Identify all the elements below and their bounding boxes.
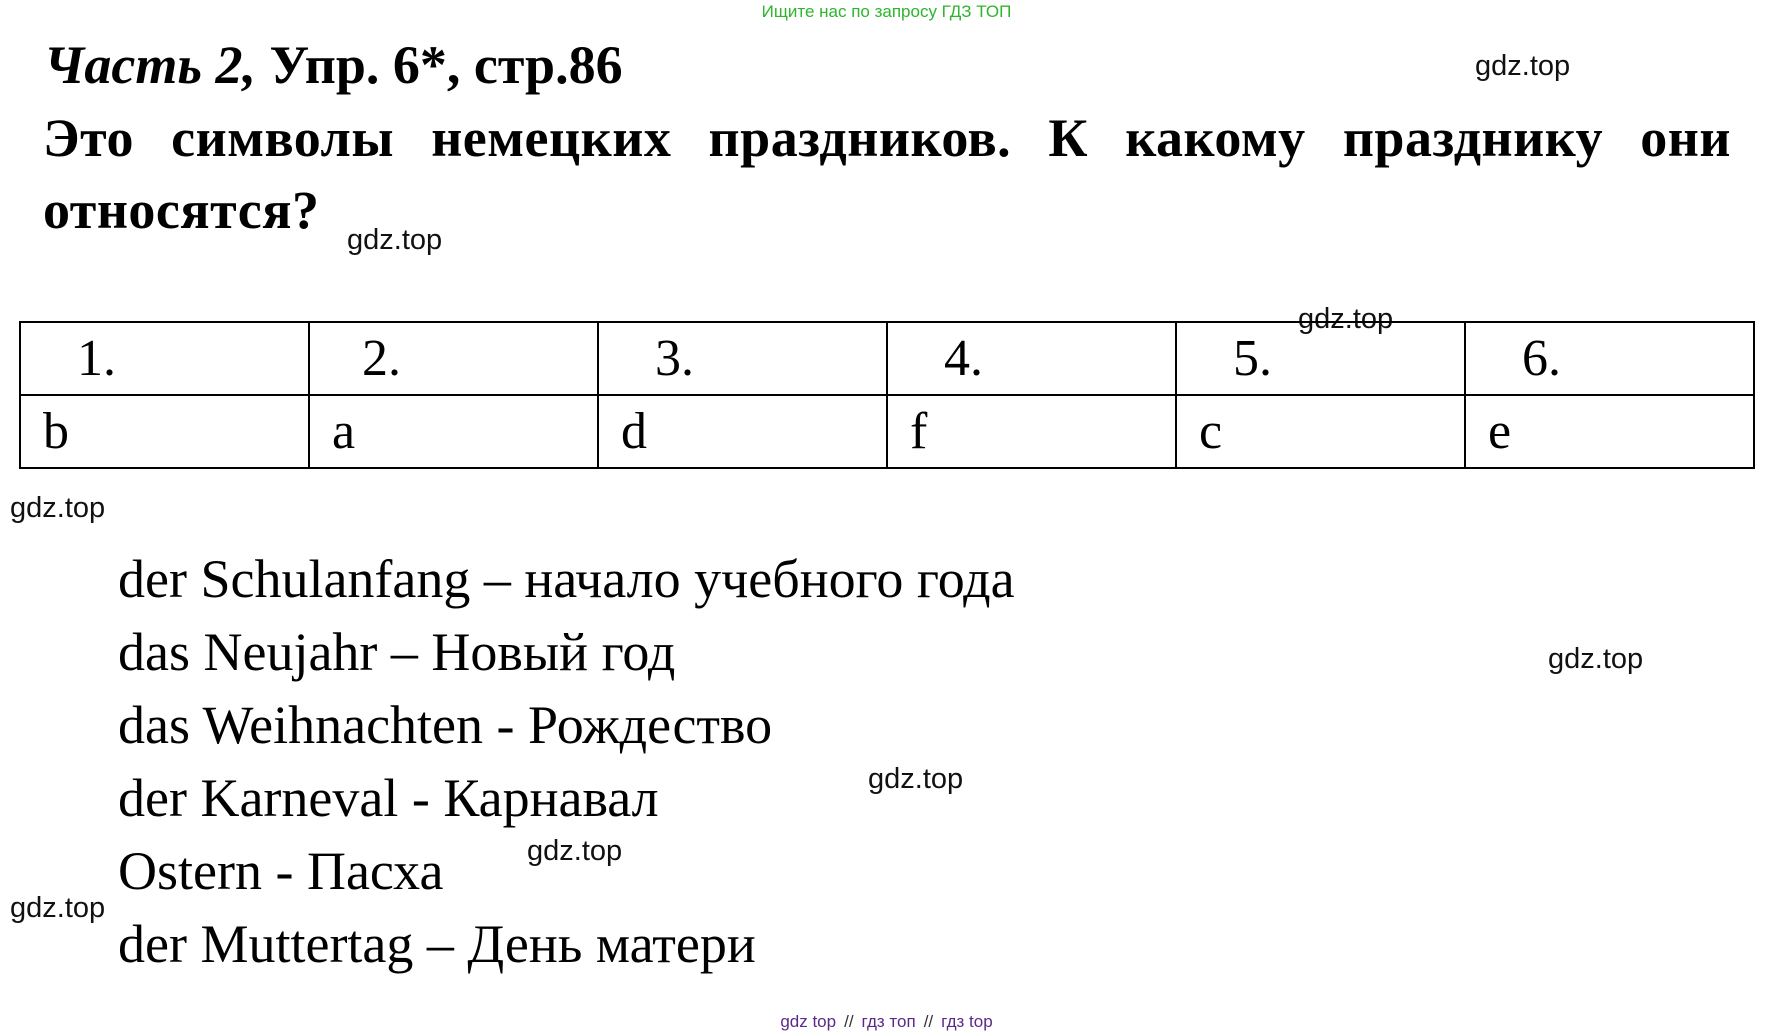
letter-cell: a	[309, 395, 598, 468]
watermark: gdz.top	[10, 492, 106, 524]
vocabulary-item: der Muttertag – День матери	[118, 914, 756, 974]
table-row-numbers	[20, 322, 1754, 395]
number-cell: 4.	[887, 322, 1176, 395]
letter-cell: d	[598, 395, 887, 468]
watermark: gdz.top	[347, 224, 443, 256]
vocabulary-item: der Schulanfang – начало учебного года	[118, 549, 1015, 609]
vocabulary-item: der Karneval - Карнавал	[118, 768, 659, 828]
letter-cell: e	[1465, 395, 1754, 468]
footer-link[interactable]: гдз top	[941, 1012, 993, 1031]
number-cell: 1.	[20, 322, 309, 395]
number-cell: 3.	[598, 322, 887, 395]
table-row-letters	[20, 395, 1754, 468]
letter-cell: f	[887, 395, 1176, 468]
number-cell: 6.	[1465, 322, 1754, 395]
vocabulary-item: Ostern - Пасха	[118, 841, 444, 901]
heading-part: Часть 2,	[44, 35, 257, 95]
watermark: gdz.top	[10, 892, 106, 924]
vocabulary-list	[118, 543, 1015, 981]
task-question: Это символы немецких праздников. К какому празднику они относятся?	[43, 108, 1731, 240]
footer-separator: //	[923, 1012, 934, 1031]
footer-separator: //	[844, 1012, 854, 1031]
answer-table	[19, 321, 1755, 469]
vocabulary-item: das Neujahr – Новый год	[118, 622, 676, 682]
footer-links	[0, 1012, 1773, 1032]
heading-exercise: Упр. 6*, стр.86	[256, 35, 623, 95]
number-cell: 5.	[1176, 322, 1465, 395]
number-cell: 2.	[309, 322, 598, 395]
vocabulary-item: das Weihnachten - Рождество	[118, 695, 773, 755]
watermark: gdz.top	[1475, 50, 1571, 82]
watermark: gdz.top	[1548, 643, 1644, 675]
exercise-heading	[44, 30, 623, 100]
watermark: gdz.top	[868, 763, 964, 795]
letter-cell: c	[1176, 395, 1465, 468]
search-hint-banner: Ищите нас по запросу ГДЗ ТОП	[761, 2, 1012, 21]
letter-cell: b	[20, 395, 309, 468]
footer-link[interactable]: gdz top	[780, 1012, 837, 1031]
footer-link[interactable]: гдз топ	[861, 1012, 916, 1031]
watermark: gdz.top	[1298, 303, 1394, 335]
watermark: gdz.top	[527, 835, 623, 867]
